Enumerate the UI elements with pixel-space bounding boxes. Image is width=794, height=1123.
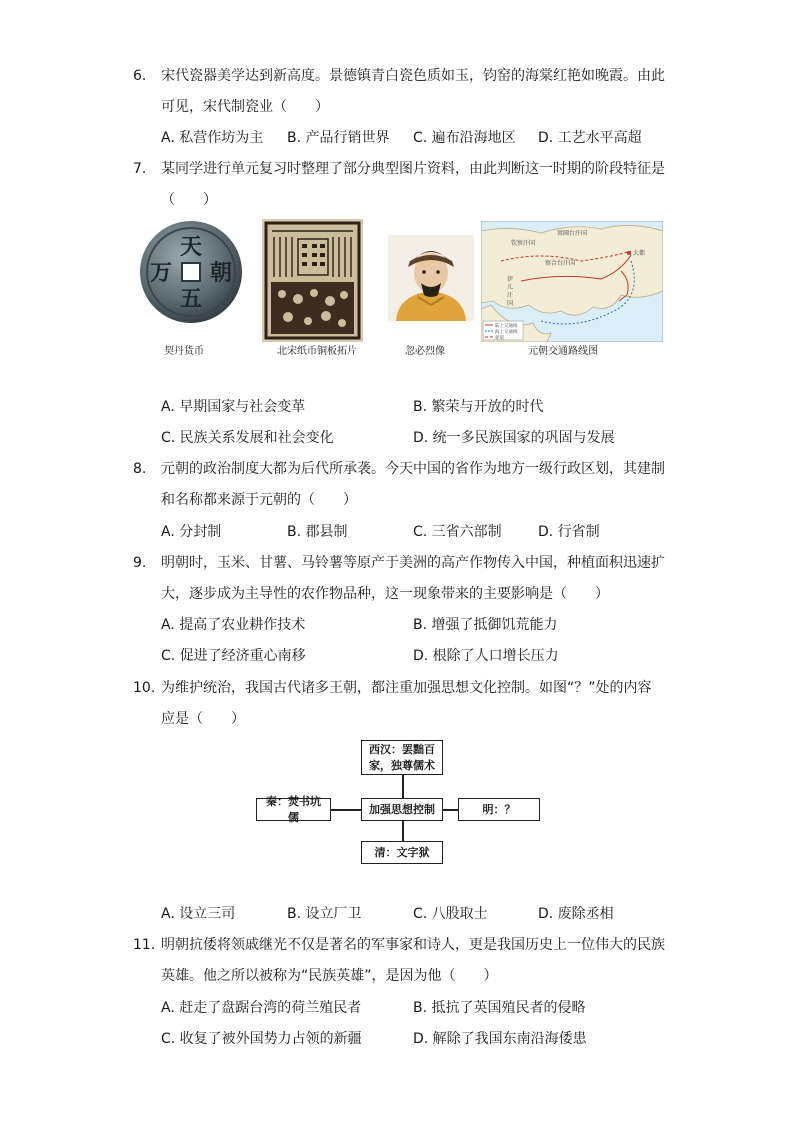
portrait-image — [388, 235, 474, 321]
image-caption: 忽必烈像 — [405, 346, 445, 357]
option-b[interactable]: B. 产品行销世界 — [287, 130, 390, 146]
map-legend-item: 海上交通线 — [495, 330, 518, 335]
coin-char: 五 — [179, 286, 203, 312]
question-text: 宋代瓷器美学达到新高度。景德镇青白瓷色质如玉，钧窑的海棠红艳如晚霞。由此 — [161, 68, 665, 84]
question-text: 元朝的政治制度大都为后代所承袭。今天中国的省作为地方一级行政区划，其建制 — [161, 461, 665, 477]
question-number: 11. — [133, 937, 156, 953]
question-text: 应是（ ） — [161, 711, 245, 727]
option-b[interactable]: B. 抵抗了英国殖民者的侵略 — [413, 1000, 586, 1016]
option-a[interactable]: A. 私营作坊为主 — [161, 130, 264, 146]
question-number: 10. — [133, 680, 156, 696]
option-b[interactable]: B. 郡县制 — [287, 524, 348, 540]
question-text: 大，逐步成为主导性的农作物品种，这一现象带来的主要影响是（ ） — [161, 586, 609, 602]
option-a[interactable]: A. 设立三司 — [161, 906, 236, 922]
map-label: 国 — [507, 300, 514, 307]
option-d[interactable]: D. 解除了我国东南沿海倭患 — [413, 1031, 587, 1047]
option-a[interactable]: A. 提高了农业耕作技术 — [161, 617, 306, 633]
option-d[interactable]: D. 统一多民族国家的巩固与发展 — [413, 430, 615, 446]
question-number: 6. — [133, 68, 147, 84]
option-d[interactable]: D. 工艺水平高超 — [538, 130, 642, 146]
question-text: 为维护统治，我国古代诸多王朝，都注重加强思想文化控制。如图“？”处的内容 — [161, 680, 652, 696]
question-number: 8. — [133, 461, 147, 477]
diagram-connector — [443, 809, 458, 811]
option-c[interactable]: C. 三省六部制 — [413, 524, 502, 540]
option-c[interactable]: C. 八股取士 — [413, 906, 488, 922]
diagram-node-left: 秦：焚书坑儒 — [256, 798, 331, 821]
option-d[interactable]: D. 根除了人口增长压力 — [413, 648, 559, 664]
image-caption: 北宋纸币铜板拓片 — [277, 346, 357, 357]
question-text: （ ） — [161, 192, 217, 208]
map-label: 伊 — [507, 276, 514, 283]
coin-image — [139, 220, 244, 324]
map-label: 钦察汗国 — [511, 240, 536, 247]
diagram-node-top — [361, 740, 443, 775]
option-b[interactable]: B. 繁荣与开放的时代 — [413, 399, 544, 415]
question-number: 7. — [133, 161, 147, 177]
option-a[interactable]: A. 分封制 — [161, 524, 222, 540]
image-caption: 契丹货币 — [164, 346, 204, 357]
map-label: 汗 — [507, 292, 514, 299]
diagram-node-right: 明：？ — [458, 798, 540, 821]
option-c[interactable]: C. 促进了经济重心南移 — [161, 648, 306, 664]
map-label: 儿 — [507, 284, 514, 291]
question-number: 9. — [133, 555, 147, 571]
question-text: 和名称都来源于元朝的（ ） — [161, 492, 357, 508]
diagram-node-line: 家，独尊儒术 — [369, 758, 435, 772]
map-legend-item: 陆上交通线 — [495, 324, 518, 329]
coin-char: 朝 — [209, 260, 233, 286]
coin-char: 万 — [149, 260, 173, 286]
option-b[interactable]: B. 增强了抵御饥荒能力 — [413, 617, 558, 633]
option-d[interactable]: D. 废除丞相 — [538, 906, 614, 922]
diagram-connector — [331, 809, 361, 811]
option-c[interactable]: C. 遍布沿海地区 — [413, 130, 516, 146]
diagram-node-center: 加强思想控制 — [361, 798, 443, 821]
map-image — [481, 221, 663, 342]
question-text: 明朝时，玉米、甘薯、马铃薯等原产于美洲的高产作物传入中国，种植面积迅速扩 — [161, 555, 665, 571]
coin-char: 天 — [179, 234, 203, 260]
option-a[interactable]: A. 早期国家与社会变革 — [161, 399, 306, 415]
question-text: 可见，宋代制瓷业（ ） — [161, 99, 329, 115]
question-text: 某同学进行单元复习时整理了部分典型图片资料，由此判断这一时期的阶段特征是 — [161, 161, 665, 177]
option-d[interactable]: D. 行省制 — [538, 524, 600, 540]
map-label: 察合台汗国 — [545, 260, 576, 267]
diagram-node-bottom: 清：文字狱 — [361, 841, 443, 864]
map-label: 大都 — [633, 250, 646, 257]
option-b[interactable]: B. 设立厂卫 — [287, 906, 362, 922]
map-label: 窝阔台汗国 — [557, 230, 588, 237]
map-legend-item: 驿道 — [495, 336, 504, 341]
banknote-plate-image — [262, 219, 363, 342]
diagram-connector — [402, 775, 404, 798]
question-text: 英雄。他之所以被称为“民族英雄”，是因为他（ ） — [161, 968, 498, 984]
option-c[interactable]: C. 收复了被外国势力占领的新疆 — [161, 1031, 362, 1047]
question-text: 明朝抗倭将领戚继光不仅是著名的军事家和诗人，更是我国历史上一位伟大的民族 — [161, 937, 665, 953]
diagram-node-line: 西汉：罢黜百 — [369, 742, 435, 756]
diagram-connector — [402, 821, 404, 841]
image-caption: 元朝交通路线图 — [528, 346, 598, 357]
option-a[interactable]: A. 赶走了盘踞台湾的荷兰殖民者 — [161, 1000, 362, 1016]
option-c[interactable]: C. 民族关系发展和社会变化 — [161, 430, 334, 446]
